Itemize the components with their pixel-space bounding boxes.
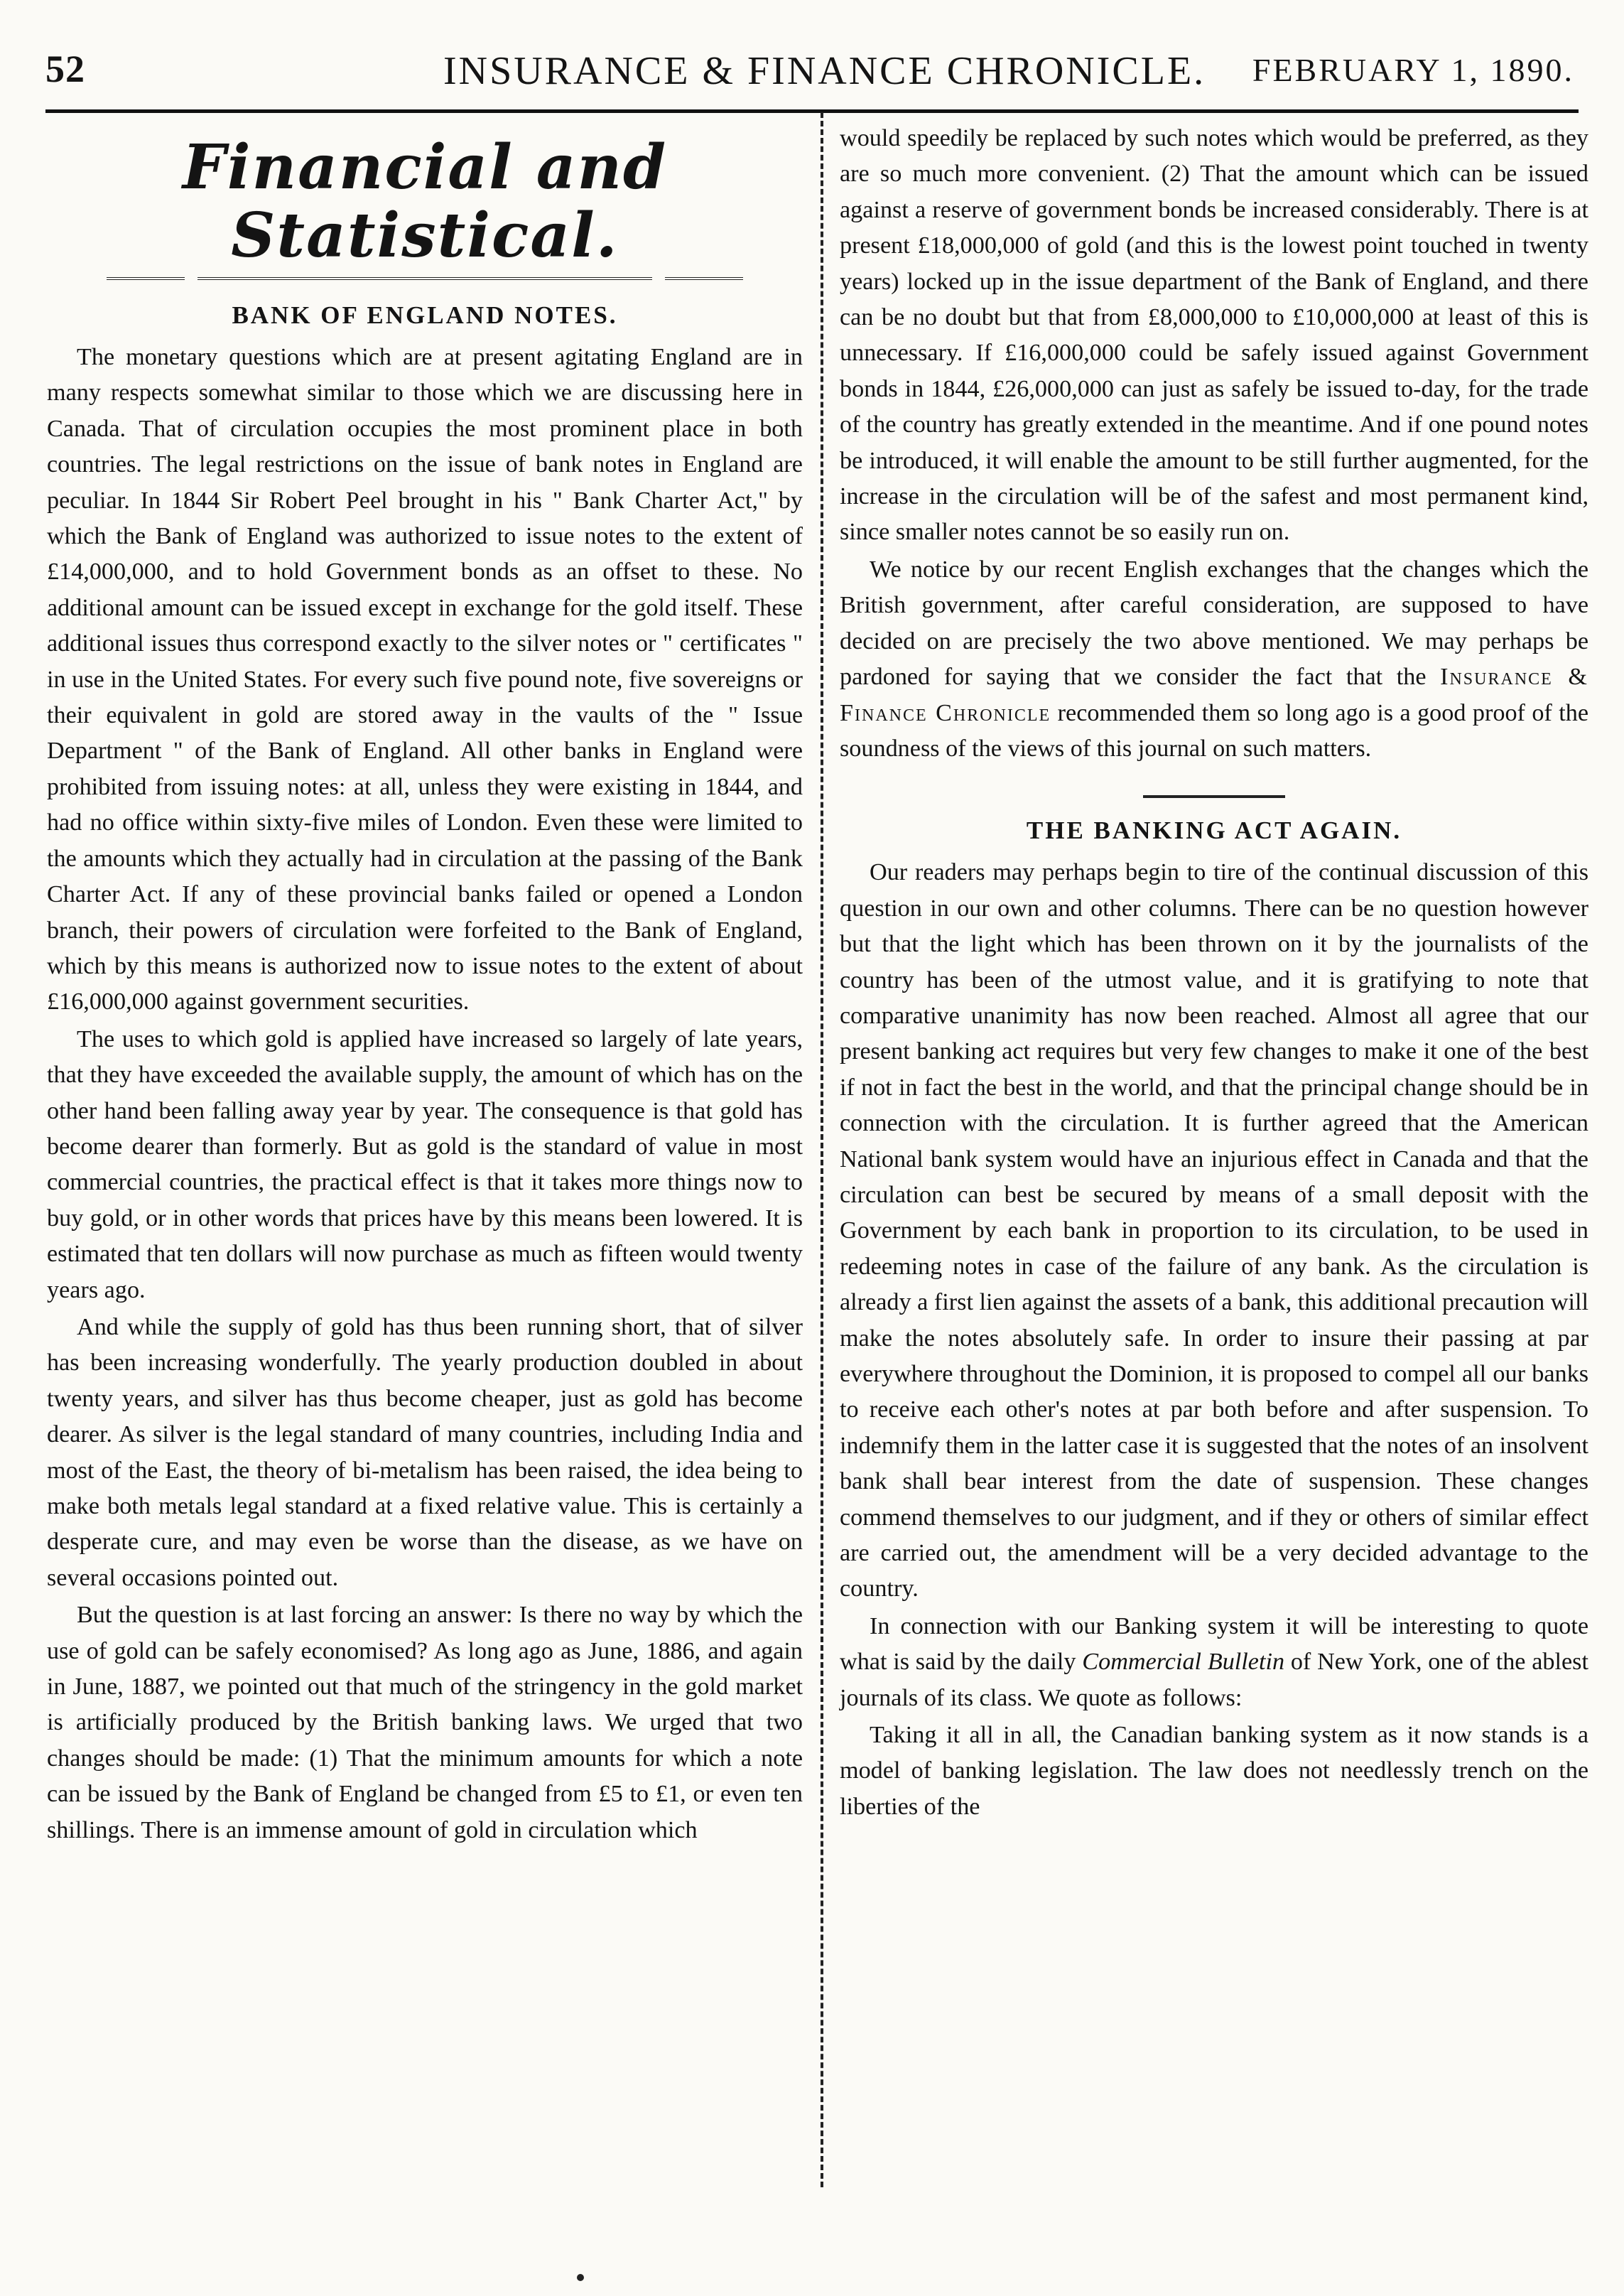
- page-header: [45, 41, 1579, 113]
- paragraph-text: recommended them so long ago is a good proof of the soundness of the views of this journal on such matters.: [840, 699, 1589, 762]
- column-divider: [821, 112, 823, 2187]
- article-paragraph: would speedily be replaced by such notes which would be preferred, as they are so much more convenient. (2) That the amount which can be issued against a reserve of government bonds be increased considerably. There is at present £18,000,000 of gold (and this is the lowest point touched in twenty years) locked up in the issue department of the Bank of England, and there can be no doubt but that from £8,000,000 to £10,000,000 at least of this is unnecessary. If £16,000,000 could be safely issued against Government bonds in 1844, £26,000,000 can just as safely be issued to-day, for the trade of the country has greatly extended in the meantime. And if one pound notes be introduced, it will enable the amount to be still further augmented, for the increase in the circulation will be of the safest and most permanent kind, since smaller notes cannot be so easily run on.: [840, 125, 1588, 546]
- right-column: [840, 121, 1588, 1825]
- print-mark: [577, 2274, 584, 2281]
- department-heading: Financial and Statistical.: [182, 131, 668, 271]
- heading-rule: [47, 277, 803, 283]
- article-paragraph: The uses to which gold is applied have increased so largely of late years, that they have exceeded the available supply, the amount of which has on the other hand been falling away year by year. The consequence is that gold has become dearer than formerly. But as gold is the standard of value in most commercial countries, the practical effect is that it takes more things now to buy gold, or in other words that prices have by this means been lowered. It is estimated that ten dollars will now purchase as much as fifteen would twenty years ago.: [47, 1025, 803, 1303]
- article-title-bank-of-england-notes: BANK OF ENGLAND NOTES.: [232, 301, 618, 329]
- article-paragraph: But the question is at last forcing an answer: Is there no way by which the use of gold can be safely economised? As long ago as June, 1886, and again in June, 1887, we pointed out that much of the stringency in the gold market is artificially produced by the British banking laws. We urged that two changes should be made: (1) That the minimum amounts for which a note can be issued by the Bank of England be changed from £5 to £1, or even ten shillings. There is an immense amount of gold in circulation which: [47, 1602, 803, 1843]
- article-paragraph: [840, 552, 1588, 767]
- paragraph-text: of New York, one of the ablest journals of its class. We quote as follows:: [840, 1649, 1588, 1711]
- article-paragraph: And while the supply of gold has thus been running short, that of silver has been increasing wonderfully. The yearly production doubled in about twenty years, and silver has thus become cheaper, just as gold has become dearer. As silver is the legal standard of many countries, including India and most of the East, the theory of bi-metalism has been raised, the idea being to make both metals legal standard at a fixed relative value. This is certainly a desperate cure, and may even be worse than the disease, as we have on several occasions pointed out.: [47, 1313, 803, 1591]
- article-paragraph: [840, 1609, 1588, 1716]
- issue-date: FEBRUARY 1, 1890.: [1252, 52, 1574, 88]
- section-divider: [1143, 795, 1285, 798]
- paragraph-text: We notice by our recent English exchanges that the changes which the British government, after careful consideration, are supposed to have decided on are precisely the two above mentioned. We may perhaps be pardoned for saying that we consider the fact that the: [840, 556, 1588, 691]
- article-paragraph: The monetary questions which are at present agitating England are in many respects somewhat similar to those which we are discussing here in Canada. That of circulation occupies the most prominent place in both countries. The legal restrictions on the issue of bank notes in England are peculiar. In 1844 Sir Robert Peel brought in his " Bank Charter Act," by which the Bank of England was authorized to issue notes to the extent of £14,000,000, and to hold Government bonds as an offset to these. No additional amount can be issued except in exchange for the gold itself. These additional issues thus correspond exactly to the silver notes or " certificates " in use in the United States. For every such five pound note, five sovereigns or their equivalent in gold are stored away in the vaults of the " Issue Department " of the Bank of England. All other banks in England were prohibited from issuing notes: at all, unless they were existing in 1844, and had no office within sixty-five miles of London. Even these were limited to the amounts which they actually had in circulation at the passing of the Bank Charter Act. If any of these provincial banks failed or opened a London branch, their powers of circulation were forfeited to the Bank of England, which by this means is authorized now to issue notes to the extent of about £16,000,000 against government securities.: [47, 344, 803, 1015]
- paragraph-text: In connection with our Banking system it will be interesting to quote what is said by the daily: [840, 1612, 1588, 1676]
- article-paragraph: Our readers may perhaps begin to tire of the continual discussion of this question in our own and other columns. There can be no question however but that the light which has been thrown on it by the journalists of the country has been of the utmost value, and it is gratifying to note that comparative unanimity has now been reached. Almost all agree that our present banking act requires but very few changes to make it one of the best if not in fact the best in the world, and that the principal change should be in connection with the circulation. It is further agreed that the American National bank system would have an injurious effect in Canada and that the circulation can best be secured by means of a small deposit with the Government by each bank in proportion to its circulation, to be used in redeeming notes in case of the failure of any bank. As the circulation is already a first lien against the assets of a bank, this additional precaution will make the notes absolutely safe. In order to insure their passing at par everywhere throughout the Dominion, it is proposed to compel all our banks to receive each other's notes at par both before and after suspension. To indemnify them in the latter case it is suggested that the notes of an insolvent bank shall bear interest from the date of suspension. These changes commend themselves to our judgment, and if they or others of similar effect are carried out, the amendment will be a very decided advantage to the country.: [840, 859, 1588, 1602]
- page-number: 52: [45, 48, 85, 90]
- publication-name-inline: Commercial Bulletin: [1082, 1649, 1285, 1676]
- journal-name-inline: Insurance & Finance Chronicle: [840, 664, 1588, 726]
- article-title-banking-act-again: THE BANKING ACT AGAIN.: [1026, 816, 1402, 845]
- left-column: [47, 121, 803, 1848]
- quoted-paragraph: Taking it all in all, the Canadian banking system as it now stands is a model of banking legislation. The law does not needlessly trench on the liberties of the: [840, 1722, 1588, 1820]
- journal-title: INSURANCE & FINANCE CHRONICLE.: [443, 49, 1206, 93]
